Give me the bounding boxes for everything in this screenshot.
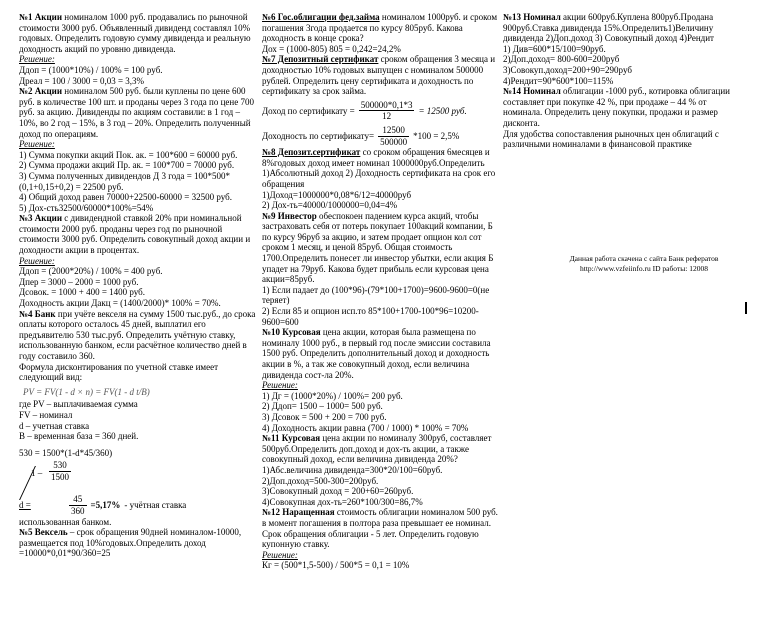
solution-label: Решение: xyxy=(19,139,55,150)
source-note xyxy=(533,254,755,274)
problem-6-text: номиналом 1000руб. и сроком погашения 3года продается по курсу 805руб. Какова доходность в конце срока? xyxy=(262,12,498,44)
text-line: Кг = (500*1,5-500) / 500*5 = 0,1 = 10% xyxy=(262,560,410,571)
fraction-slash xyxy=(19,466,62,500)
problem-9 xyxy=(262,211,500,285)
problem-6 xyxy=(262,12,500,44)
problem-7 xyxy=(262,54,500,96)
solution-label: Решение: xyxy=(19,54,55,65)
solution-label: Решение: xyxy=(19,255,55,266)
problem-13-text: акции 600руб.Куплена 800руб.Продана 900руб.Ставка дивиденда 15%.Определить1)Величину дивиденда 2)Доп.доход 3) Совокупный доход 4)Рендит xyxy=(503,12,714,44)
text-line: использованная банком. xyxy=(19,516,112,527)
text-line: 2) Ддоп= 1500 – 1000= 500 руб. xyxy=(262,401,383,412)
text-cursor xyxy=(745,302,747,314)
nested-fraction xyxy=(27,460,259,504)
certificate-yield-formula xyxy=(262,125,500,147)
problem-4-heading: №4 Банк xyxy=(19,308,56,319)
problem-7-heading: №7 Депозитный сертификат xyxy=(262,54,379,65)
problem-13 xyxy=(503,12,743,44)
problem-6-heading: №6 Гос.облигации фед.займа xyxy=(262,12,380,22)
problem-9-heading: №9 Инвестор xyxy=(262,210,317,221)
text-line: 3)Совокупный доход = 200+60=260руб. xyxy=(262,486,414,497)
text-line: 2) Сумма продажи акций Пр. ак. = 100*700 = 70000 руб. xyxy=(19,160,235,171)
certificate-income-formula xyxy=(262,100,500,122)
result-tail: - учётная ставка xyxy=(124,500,187,511)
formula-label: Доход по сертификату = xyxy=(262,105,355,116)
source-note-link[interactable]: http://www.vzfeiinfo.ru ID работы: 12008 xyxy=(580,264,708,273)
problem-2-text: номиналом 500 руб. были куплены по цене 600 руб. в количестве 100 шт. и проданы через 3 года по цене 700 руб. за акцию. Дивиденды по акциям составили: в 1 год – 10%, во 2 год – 15%, в 3 год – 20%. Определить полученный доход по операциям. xyxy=(19,86,254,139)
denominator: 12 xyxy=(382,111,392,122)
numerator: 12500 xyxy=(378,125,409,137)
fraction-yield xyxy=(378,125,409,147)
text-line: Формула дисконтирования по учетной ставке имеет следующий вид: xyxy=(19,361,219,383)
text-line: B – временная база = 360 дней. xyxy=(19,431,139,442)
discount-formula: PV = FV(1 - d × n) = FV(1 - d t/B) xyxy=(23,386,150,397)
source-note-line: Данная работа скачена с сайта Банк рефератов xyxy=(569,254,719,263)
problem-11-heading: №11 Курсовая xyxy=(262,433,321,444)
problem-14-text: облигации -1000 руб., котировка облигации составляет при покупке 42 %, при продаже – 44 % от номинала. Определить цену покупки, продажи и размер дисконта. xyxy=(503,86,730,128)
problem-5-text: – срок обращения 90дней номиналом-10000, размещается под 10%годовых.Определить доход =10000*0,01*90/360=25 xyxy=(19,527,242,559)
text-line: 4) Общий доход равен 70000+22500-60000 = 32500 руб. xyxy=(19,192,232,203)
text-line: 2) Если 85 и опцион исп.то 85*100+1700-100*96=10200-9600=600 xyxy=(262,306,479,327)
text-line: 1)Абс.величина дивиденда=300*20/100=60руб. xyxy=(262,464,443,475)
problem-3-text: с дивидендной ставкой 20% при номинальной стоимости 2000 руб. проданы через год по рыночной стоимости 3000 руб. Определить совокупный доход акции и доходности акции в процентах. xyxy=(19,213,251,256)
text-line: 4)Рендит=90*600*100=115% xyxy=(503,75,614,86)
problem-14 xyxy=(503,86,743,128)
text-line: 4)Совокупная дох-ть=260*100/300=86,7% xyxy=(262,496,423,507)
problem-1-heading: №1 Акции xyxy=(19,12,63,22)
denominator: 500000 xyxy=(380,136,408,147)
equation-line: 530 = 1500*(1-d*45/360) xyxy=(19,447,113,458)
numerator: 530 xyxy=(49,460,71,472)
text-line: 1)Доход=1000000*0,08*6/12=40000руб xyxy=(262,189,412,200)
problem-4 xyxy=(19,309,259,362)
d-symbol: d = xyxy=(19,500,31,511)
problem-3 xyxy=(19,213,259,255)
text-line: Дсовок. = 1000 + 400 = 1400 руб. xyxy=(19,287,146,298)
column-left xyxy=(19,12,259,559)
problem-8-heading: №8 Депозит.сертификат xyxy=(262,147,361,158)
problem-11-text: цена акции по номиналу 300руб, составляет 500руб.Определить доп.доход и дох-ть акции, а также совокупный доход, если величина дивиденда 20%? xyxy=(262,433,492,465)
text-line: 3) Дсовок = 500 + 200 = 700 руб. xyxy=(262,411,387,422)
problem-5 xyxy=(19,527,259,559)
text-line: Дох = (1000-805) 805 = 0,242=24,2% xyxy=(262,43,401,54)
text-line: Дпер = 3000 – 2000 = 1000 руб. xyxy=(19,276,139,287)
problem-13-heading: №13 Номинал xyxy=(503,12,561,22)
text-line: Для удобства сопоставления рыночных цен облигаций с различными номиналами в финансовой практике xyxy=(503,128,719,150)
problem-7-text: сроком обращения 3 месяца и доходностью 10% годовых выпущен с номиналом 500000 рублей. Определить цену сертификата и доходность по сертификату за срок займа. xyxy=(262,54,496,97)
solution-label: Решение: xyxy=(262,549,298,560)
text-line: 4) Доходность акции равна (700 / 1000) * 100% = 70% xyxy=(262,422,469,433)
text-line: Доходность акции Дакц = (1400/2000)* 100% = 70%. xyxy=(19,298,221,309)
denominator: 360 xyxy=(71,505,85,516)
text-line: Ддоп = (1000*10%) / 100% = 100 руб. xyxy=(19,64,163,75)
problem-4-text: при учёте векселя на сумму 1500 тыс.руб., до срока оплаты которого осталось 45 дней, выплатил его предъявителю 530 тыс.руб. Определить учётную ставку, использованную банком, если расчётное количество дней в году составило 360. xyxy=(19,308,256,361)
text-line: Ддоп = (2000*20%) / 100% = 400 руб. xyxy=(19,266,163,277)
text-line: 5) Дох-сть32500/60000*100%=54% xyxy=(19,202,154,213)
problem-10-text: цена акции, которая была размещена по номиналу 1000 руб., в первый год после эмиссии составила 1500 руб. Определить дополнительный доход и доходность акции в %, а так же совокупный доход, если величина дивиденда сост-ла 20%. xyxy=(262,327,491,380)
text-line: где PV – выплачиваемая сумма xyxy=(19,399,138,410)
problem-12 xyxy=(262,507,500,549)
text-line: 3) Сумма полученных дивидендов Д 3 года = 100*500*(0,1+0,15+0,2) = 22500 руб. xyxy=(19,170,231,192)
fraction-one: 1 – xyxy=(31,468,43,479)
problem-10-heading: №10 Курсовая xyxy=(262,327,321,338)
problem-2-heading: №2 Акции xyxy=(19,86,63,97)
text-line: 2)Доп.доход= 800-600=200руб xyxy=(503,54,620,65)
problem-1-text: номиналом 1000 руб. продавались по рыночной стоимости 3000 руб. Объявленный дивиденд составлял 10% годовых. Определить годовую сумму дивиденда и реальную доходность акций по уровню дивиденда. xyxy=(19,12,251,54)
problem-1 xyxy=(19,12,259,54)
problem-11 xyxy=(262,433,500,465)
fraction-income xyxy=(359,100,415,122)
problem-3-heading: №3 Акции xyxy=(19,213,63,224)
problem-12-heading: №12 Наращенная xyxy=(262,507,335,518)
formula-label: Доходность по сертификату= xyxy=(262,130,375,141)
denominator: 1500 xyxy=(51,471,69,482)
text-line: 2) Дох-ть=40000/1000000=0,04=4% xyxy=(262,200,398,211)
solution-label: Решение: xyxy=(262,380,298,391)
text-line: 1) Сумма покупки акций Пок. ак. = 100*600 = 60000 руб. xyxy=(19,149,238,160)
text-line: d – учетная ставка xyxy=(19,420,90,431)
problem-14-heading: №14 Номинал xyxy=(503,86,561,97)
text-line: 1) Див=600*15/100=90руб. xyxy=(503,43,606,54)
column-right xyxy=(503,12,743,150)
text-line: 1) Дг = (1000*20%) / 100%= 200 руб. xyxy=(262,390,403,401)
problem-5-heading: №5 Вексель xyxy=(19,527,68,538)
problem-9-text: обеспокоен падением курса акций, чтобы застраховать себя от потерь покупает 100акций компании, Б по курсу 96руб за акцию, и затем продает опцион кол сот сроком 1 месяц, и ценой 85руб. Общая стоимость 1700.Определить понесет ли инвестор убытки, если акция Б упадет на 79руб. Какова будет прибыль если курсовая цена акции=85руб. xyxy=(262,210,494,285)
numerator: 45 xyxy=(69,494,87,506)
problem-12-text: стоимость облигации номиналом 500 руб. в момент погашения в полтора раза превышает ее номинал. Срок обращения облигации - 5 лет. Определить годовую купонную ставку. xyxy=(262,507,498,550)
result-value: =5,17% xyxy=(90,500,121,511)
formula-result: = 12500 руб. xyxy=(418,105,467,116)
problem-2 xyxy=(19,86,259,139)
column-middle xyxy=(262,12,500,571)
problem-10 xyxy=(262,327,500,380)
text-line: FV – номинал xyxy=(19,409,73,420)
text-line: Дреал = 100 / 3000 = 0,03 = 3,3% xyxy=(19,75,145,86)
text-line: 1) Если падает до (100*96)-(79*100+1700)=9600-9600=0(не теряет) xyxy=(262,284,490,306)
text-line: 3)Совокуп.доход=200+90=290руб xyxy=(503,64,632,75)
problem-8 xyxy=(262,147,500,189)
formula-result: *100 = 2,5% xyxy=(413,130,460,141)
problem-8-text: со сроком обращения 6месяцев и 8%годовых доход имеет номинал 1000000руб.Определить 1)Абсолютный доход 2) Доходность сертификата на срок его обращения xyxy=(262,147,496,189)
text-line: 2)Доп.доход=500-300=200руб. xyxy=(262,475,379,486)
numerator: 500000*0,1*3 xyxy=(360,99,413,110)
